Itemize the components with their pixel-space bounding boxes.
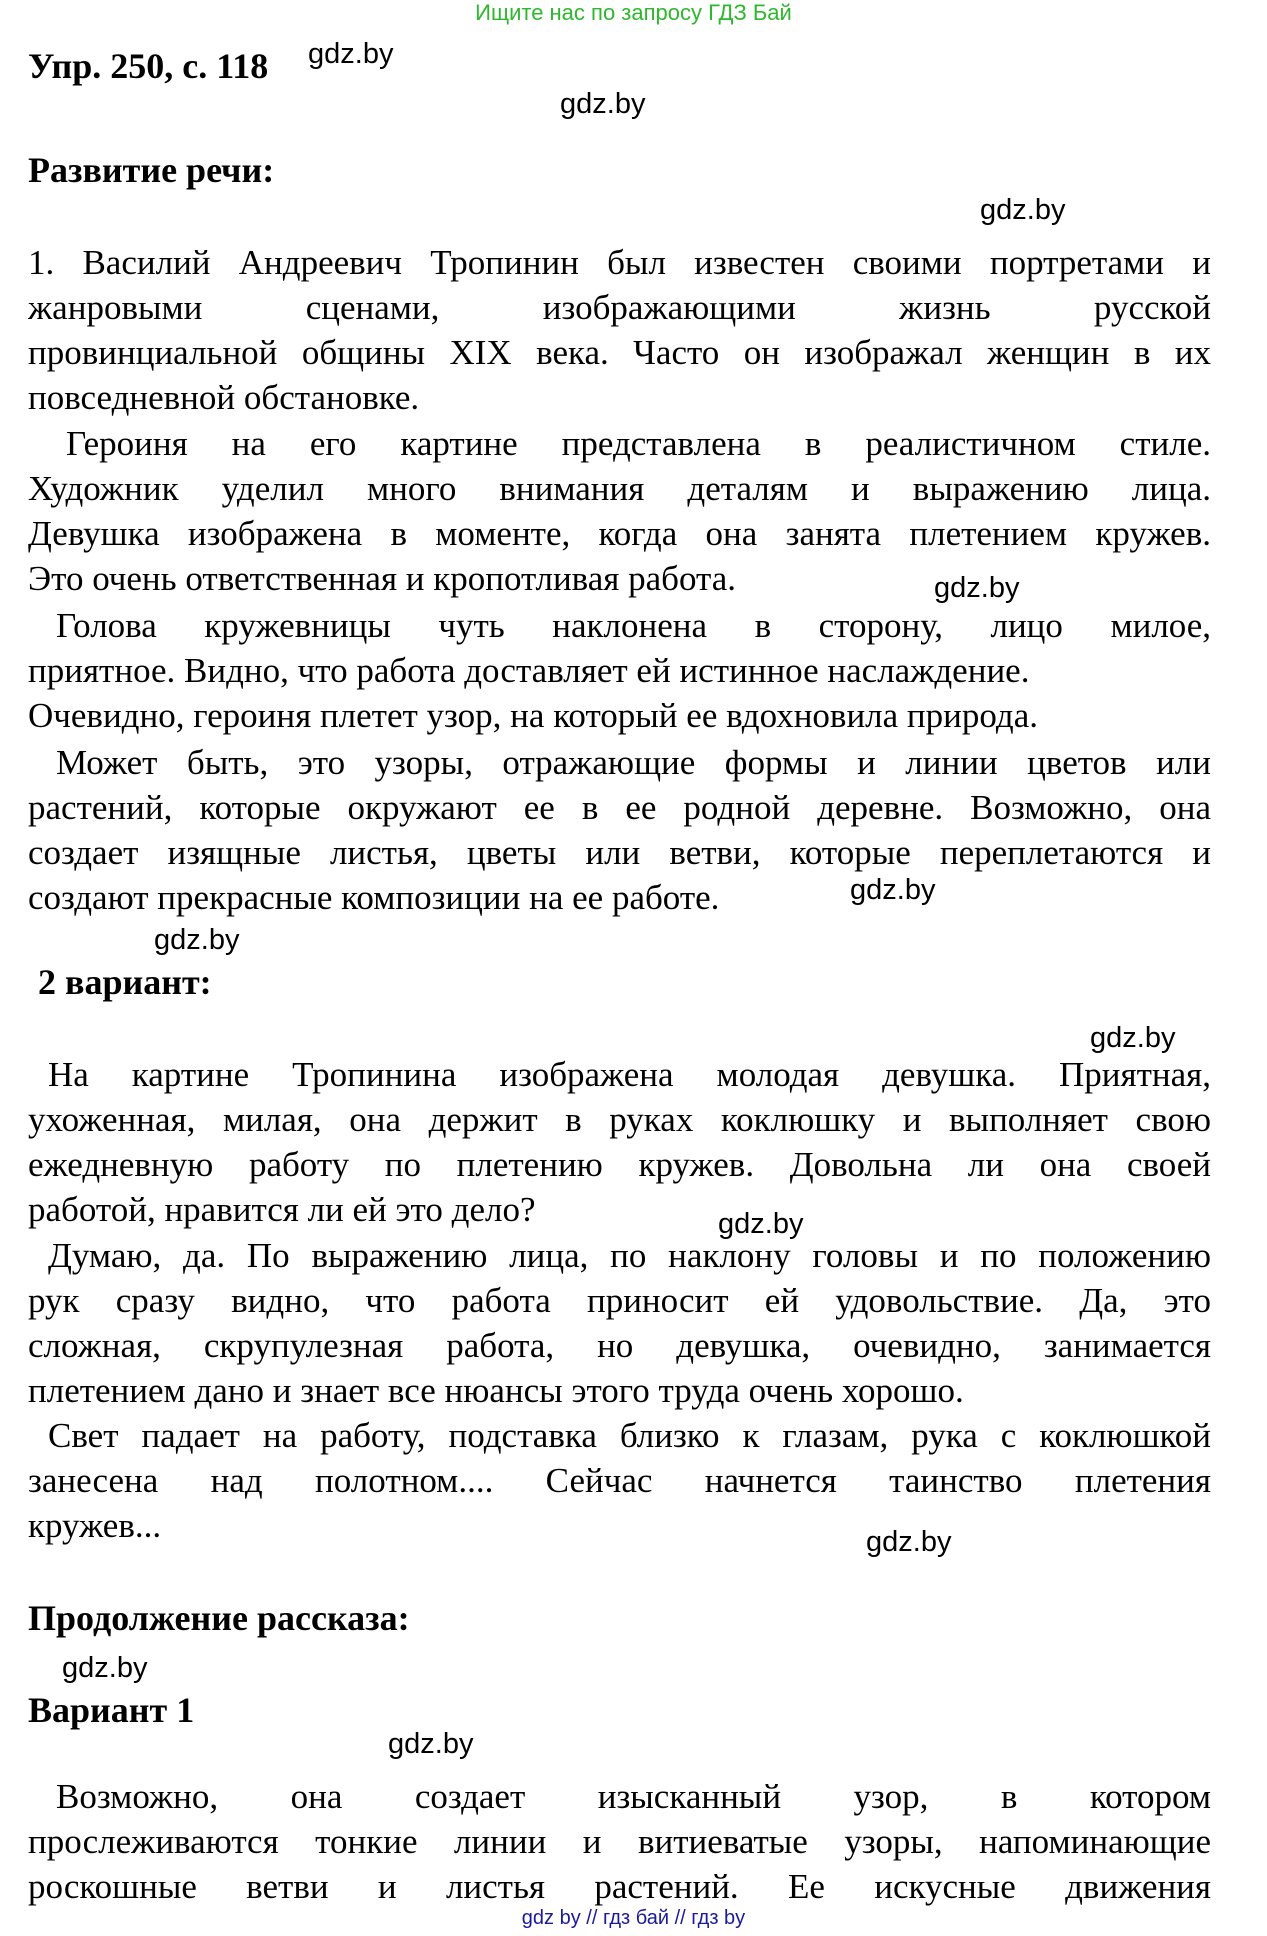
text-line: создает изящные листья, цветы или ветви, которые переплетаются и [28, 833, 1211, 872]
text-line: кружев... [28, 1506, 162, 1545]
section-heading-speech: Развитие речи: [28, 150, 275, 190]
text-line: роскошные ветви и листья растений. Ее искусные движения [28, 1867, 1211, 1906]
paragraph-6 [28, 1233, 1211, 1278]
top-banner[interactable]: Ищите нас по запросу ГДЗ Бай [475, 0, 792, 25]
text-line: занесена над полотном.... Сейчас начнется таинство плетения [28, 1461, 1211, 1500]
paragraph-5 [28, 1052, 1211, 1097]
text-line: рук сразу видно, что работа приносит ей удовольствие. Да, это [28, 1281, 1211, 1320]
paragraph-8 [28, 1774, 1211, 1819]
text-line: жанровыми сценами, изображающими жизнь русской [28, 288, 1211, 327]
text-line: Героиня на его картине представлена в реалистичном стиле. [66, 424, 1211, 463]
text-line: растений, которые окружают ее в ее родной деревне. Возможно, она [28, 788, 1211, 827]
watermark: gdz.by [718, 1208, 804, 1240]
text-line: повседневной обстановке. [28, 378, 420, 417]
watermark: gdz.by [866, 1526, 952, 1558]
watermark: gdz.by [850, 874, 936, 906]
text-line: ежедневную работу по плетению кружев. Довольна ли она своей [28, 1145, 1211, 1184]
text-line: провинциальной общины XIX века. Часто он изображал женщин в их [28, 333, 1211, 372]
page-title: Упр. 250, с. 118 [28, 46, 269, 86]
text-line: 1. Василий Андреевич Тропинин был известен своими портретами и [28, 243, 1211, 282]
text-line: Думаю, да. По выражению лица, по наклону головы и по положению [48, 1236, 1211, 1275]
watermark: gdz.by [934, 572, 1020, 604]
paragraph-7 [28, 1413, 1211, 1458]
paragraph-2-cont [28, 466, 1211, 601]
text-line: Девушка изображена в моменте, когда она занята плетением кружев. [28, 514, 1211, 553]
text-line: ухоженная, милая, она держит в руках коклюшку и выполняет свою [28, 1100, 1211, 1139]
watermark: gdz.by [560, 88, 646, 120]
paragraph-4 [28, 740, 1211, 785]
watermark: gdz.by [980, 194, 1066, 226]
watermark: gdz.by [308, 38, 394, 70]
section-heading-variant-2: 2 вариант: [38, 962, 212, 1002]
text-line: Голова кружевницы чуть наклонена в сторону, лицо милое, [56, 606, 1211, 645]
text-line: Возможно, она создает изысканный узор, в котором [56, 1777, 1211, 1816]
section-heading-continuation: Продолжение рассказа: [28, 1598, 410, 1638]
section-heading-variant-1: Вариант 1 [28, 1690, 195, 1730]
watermark: gdz.by [388, 1728, 474, 1760]
paragraph-1 [28, 240, 1211, 420]
paragraph-6-cont [28, 1278, 1211, 1413]
text-line: На картине Тропинина изображена молодая девушка. Приятная, [48, 1055, 1211, 1094]
text-line: работой, нравится ли ей это дело? [28, 1190, 536, 1229]
text-line: прослеживаются тонкие линии и витиеватые узоры, напоминающие [28, 1822, 1211, 1861]
paragraph-8-cont [28, 1819, 1211, 1909]
text-line: Это очень ответственная и кропотливая работа. [28, 559, 737, 598]
paragraph-2 [28, 421, 1211, 466]
text-line: создают прекрасные композиции на ее работе. [28, 878, 720, 917]
text-line: приятное. Видно, что работа доставляет ей истинное наслаждение. [28, 651, 1030, 690]
text-line: Может быть, это узоры, отражающие формы и линии цветов или [56, 743, 1211, 782]
text-line: Художник уделил много внимания деталям и выражению лица. [28, 469, 1211, 508]
watermark: gdz.by [1090, 1022, 1176, 1054]
paragraph-3-cont [28, 648, 1211, 738]
watermark: gdz.by [154, 924, 240, 956]
paragraph-5-cont [28, 1097, 1211, 1232]
paragraph-4-cont [28, 785, 1211, 920]
text-line: плетением дано и знает все нюансы этого труда очень хорошо. [28, 1371, 964, 1410]
text-line: Очевидно, героиня плетет узор, на который ее вдохновила природа. [28, 696, 1038, 735]
paragraph-7-cont [28, 1458, 1211, 1548]
text-line: сложная, скрупулезная работа, но девушка, очевидно, занимается [28, 1326, 1211, 1365]
paragraph-3 [28, 603, 1211, 648]
footer-links[interactable]: gdz by // гдз бай // гдз by [521, 1907, 746, 1929]
watermark: gdz.by [62, 1652, 148, 1684]
text-line: Свет падает на работу, подставка близко к глазам, рука с коклюшкой [48, 1416, 1211, 1455]
